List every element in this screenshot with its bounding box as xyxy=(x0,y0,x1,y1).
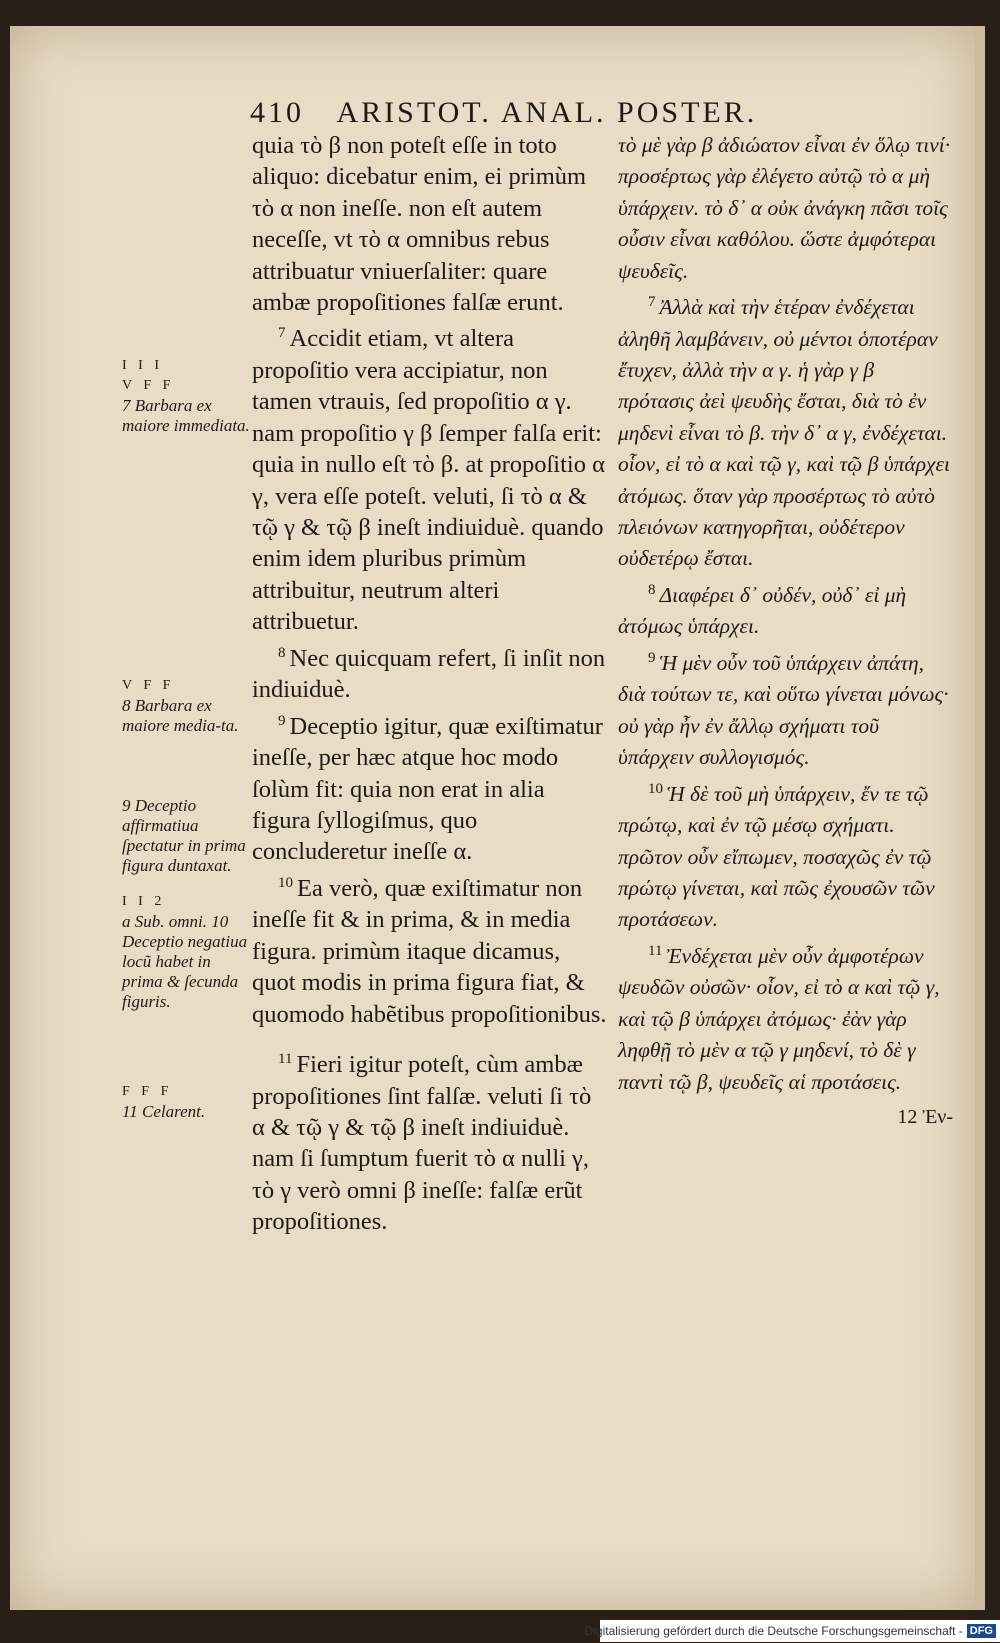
paragraph-text: τὸ μὲ γὰρ β ἀδιώατον εἶναι ἐν ὅλῳ τινί· προσέρτως γὰρ ἐλέγετο αὐτῷ τὸ α μὴ ὑπάρχειν. τὸ δ᾽ α οὐκ ἀνάγκη πᾶσι τοῖς οὖσιν εἶναι καθόλου. ὥστε ἀμφότεραι ψευδεῖς. xyxy=(618,133,951,283)
paragraph-text: Ea verò, quæ exiſtimatur non ineſſe fit & in prima, & in media figura. primùm itaque dicamus, quot modis in prima figura fiat, & quomodo habẽtibus propoſitionibus. xyxy=(252,874,607,1028)
footer-text: Digitalisierung gefördert durch die Deutsche Forschungsgemeinschaft - xyxy=(584,1624,963,1638)
paragraph-text: Ἡ δὲ τοῦ μὴ ὑπάρχειν, ἔν τε τῷ πρώτῳ, καὶ ἐν τῷ μέσῳ σχήματι. πρῶτον οὖν εἴπωμεν, ποσαχῶς ἐν τῷ πρώτῳ γίνεται, καὶ πῶς ἐχουσῶν τῶν προτάσεων. xyxy=(618,781,935,932)
paragraph-text: quia τὸ β non poteſt eſſe in toto aliquo: dicebatur enim, ei primùm τὸ α non ineſſe. non eſt autem neceſſe, vt τὸ α omnibus rebus attribuatur vniuerſaliter: quare ambæ propoſitiones falſæ erunt. xyxy=(252,132,587,317)
signature-mark: V F F xyxy=(122,378,175,393)
margin-note xyxy=(122,892,252,1012)
signature-mark: I I 2 xyxy=(122,894,166,909)
latin-paragraph xyxy=(252,318,607,637)
paragraph-number: 11 xyxy=(278,1051,293,1067)
latin-column xyxy=(252,130,607,1238)
paragraph-text: Deceptio igitur, quæ exiſtimatur ineſſe, per hæc atque hoc modo ſolùm fit: quia non erat in alia figura ſyllogiſmus, quo concluderetur ineſſe α. xyxy=(252,712,603,866)
greek-paragraph xyxy=(618,643,953,774)
margin-note xyxy=(122,356,252,436)
margin-note-text: 9 Deceptio affirmatiua ſpectatur in prima figura duntaxat. xyxy=(122,796,246,875)
paragraph-number: 9 xyxy=(278,712,286,729)
latin-paragraph xyxy=(252,130,607,318)
latin-paragraph xyxy=(252,638,607,706)
greek-paragraph xyxy=(618,575,953,643)
paragraph-number: 9 xyxy=(648,649,656,666)
paragraph-number: 8 xyxy=(278,644,286,661)
dfg-logo: DFG xyxy=(967,1624,996,1638)
paragraph-text: Ἐνδέχεται μὲν οὖν ἀμφοτέρων ψευδῶν οὐσῶν· οἷον, εἰ τὸ α καὶ τῷ γ, καὶ τῷ β ὑπάρχει ἀτόμως· ἐὰν γὰρ ληφθῇ τὸ μὲν α τῷ γ μηδενί, τὸ δὲ γ παντὶ τῷ β, ψευδεῖς αἱ προτάσεις. xyxy=(618,943,940,1094)
margin-note-text: a Sub. omni. 10 Deceptio negatiua locũ habet in prima & ſecunda figuris. xyxy=(122,912,248,1011)
paragraph-text: Accidit etiam, vt altera propoſitio vera accipiatur, non tamen vtrauis, ſed propoſitio α γ. nam propoſitio γ β ſemper falſa erit: quia in nullo eſt τὸ β. at propoſitio α γ, vera eſſe poteſt. veluti, ſi τὸ α & τῷ γ & τῷ β ineſt indiuiduè. quando enim idem pluribus primùm attribuitur, neutrum alteri attribuetur. xyxy=(252,325,605,636)
margin-note-text: 11 Celarent. xyxy=(122,1102,206,1121)
latin-paragraph xyxy=(252,706,607,868)
signature-mark: F F F xyxy=(122,1084,173,1099)
running-header xyxy=(250,96,890,130)
paragraph-text: Διαφέρει δ᾽ οὐδέν, οὐδ᾽ εἰ μὴ ἀτόμως ὑπάρχει. xyxy=(618,583,907,639)
greek-paragraph xyxy=(618,130,953,287)
paragraph-text: Ἀλλὰ καὶ τὴν ἑτέραν ἐνδέχεται ἀληθῆ λαμβάνειν, οὐ μέντοι ὁποτέραν ἔτυχεν, ἀλλὰ τὴν α γ. ἡ γὰρ γ β πρότασις ἀεὶ ψευδὴς ἔσται, διὰ τὸ ἐν μηδενὶ εἶναι τὸ β. τὴν δ᾽ α γ, ἐνδέχεται. οἷον, εἰ τὸ α καὶ τῷ γ, καὶ τῷ β ὑπάρχει ἀτόμως. ὅταν γὰρ προσέρτως τὸ αὐτὸ πλειόνων κατηγορῆται, οὐδέτερον οὐδετέρῳ ἔσται. xyxy=(618,295,950,571)
paragraph-number: 10 xyxy=(648,780,663,797)
margin-note-text: 7 Barbara ex maiore immediata. xyxy=(122,396,250,435)
paragraph-text: Nec quicquam refert, ſi inſit non indiuiduè. xyxy=(252,644,606,704)
book-page xyxy=(10,26,985,1610)
greek-column xyxy=(618,130,953,1133)
greek-paragraph xyxy=(618,774,953,936)
greek-paragraph xyxy=(618,287,953,575)
paragraph-number: 10 xyxy=(278,874,293,891)
margin-note xyxy=(122,796,252,876)
signature-mark: I I I xyxy=(122,358,163,373)
paragraph-text: Ἡ μὲν οὖν τοῦ ὑπάρχειν ἀπάτη, διὰ τούτων τε, καὶ οὕτω γίνεται μόνως· οὐ γὰρ ἦν ἐν ἄλλῳ σχήματι τοῦ ὑπάρχειν συλλογισμός. xyxy=(618,650,949,770)
paragraph-number: 7 xyxy=(648,294,656,311)
digitization-footer xyxy=(584,1620,1000,1642)
page-number: 410 xyxy=(250,96,304,129)
margin-note xyxy=(122,1082,252,1122)
margin-note xyxy=(122,676,252,736)
latin-paragraph xyxy=(252,1044,607,1238)
latin-paragraph xyxy=(252,868,607,1030)
running-title: ARISTOT. ANAL. POSTER. xyxy=(336,96,758,129)
catchword: 12 Ἐν- xyxy=(897,1105,953,1128)
signature-mark: V F F xyxy=(122,678,175,693)
margin-note-text: 8 Barbara ex maiore media-ta. xyxy=(122,696,239,735)
paragraph-text: Fieri igitur poteſt, cùm ambæ propoſitiones ſint falſæ. veluti ſi τὸ α & τῷ γ & τῷ β ineſt indiuiduè. nam ſi ſumptum fuerit τὸ α nulli γ, τὸ γ verò omni β ineſſe: falſæ erũt propoſitiones. xyxy=(252,1051,592,1236)
paragraph-number: 7 xyxy=(278,325,286,342)
paragraph-number: 11 xyxy=(648,942,663,959)
greek-paragraph xyxy=(618,936,953,1098)
paragraph-number: 8 xyxy=(648,581,656,598)
